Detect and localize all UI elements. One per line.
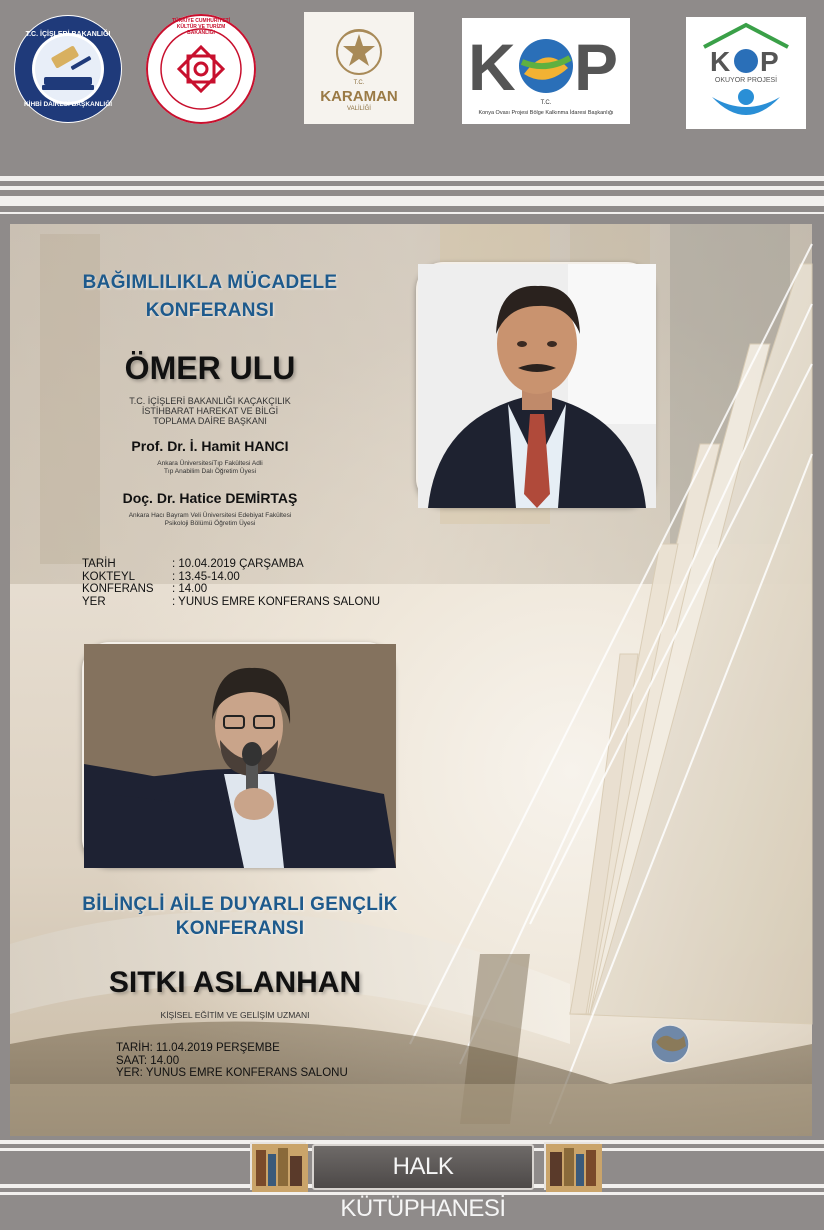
event1-details: [82, 558, 380, 608]
detail-key: YER: [116, 1067, 140, 1079]
detail-key: TARİH: [82, 558, 116, 570]
event2-details: [116, 1042, 348, 1080]
icisleri-top-text: T.C. İÇİŞLERİ BAKANLIĞI: [25, 31, 111, 38]
svg-text:P: P: [574, 30, 619, 104]
detail-key: KOKTEYL: [82, 570, 136, 583]
event1-speaker3-title-2: Psikoloji Bölümü Öğretim Üyesi: [164, 520, 256, 527]
event2-title-line2: KONFERANSI: [175, 918, 305, 939]
halk-kutuphanesi-banner: HALK KÜTÜPHANESİ: [312, 1144, 534, 1190]
detail-key: TARİH: [116, 1042, 150, 1054]
detail-value: : 14.00: [172, 583, 208, 595]
globe-thumbnail: [650, 1024, 690, 1064]
event1-main-speaker: ÖMER ULU: [124, 350, 296, 386]
speaker-photo-1: [416, 262, 654, 506]
header-stripes: [0, 172, 824, 224]
event2-detail-row: [116, 1067, 348, 1080]
event2-detail-row: [116, 1042, 348, 1055]
detail-value: : 11.04.2019 PERŞEMBE: [149, 1042, 280, 1054]
event1-title-line1: BAĞIMLILIKLA MÜCADELE: [82, 272, 338, 293]
footer-thumb-left: [250, 1142, 306, 1190]
detail-value: : 10.04.2019 ÇARŞAMBA: [172, 558, 304, 570]
kultur-ring-text: TÜRKİYE CUMHURİYETİ KÜLTÜR VE TURİZM BAKANLIĞI: [171, 18, 231, 36]
detail-key: SAAT: [116, 1054, 144, 1067]
event1-speaker2-title-2: Tıp Anabilim Dalı Öğretim Üyesi: [163, 468, 257, 475]
kop-okuyor-desc: OKUYOR PROJESİ: [714, 77, 778, 84]
detail-value: : 14.00: [143, 1054, 180, 1067]
kop-tc: T.C.: [540, 100, 552, 106]
karaman-sub: VALİLİĞİ: [347, 106, 371, 112]
karaman-logo: [304, 12, 414, 124]
event1-speaker3: Doç. Dr. Hatice DEMİRTAŞ: [122, 490, 298, 506]
detail-key: YER: [82, 595, 106, 608]
detail-key: KONFERANS: [82, 583, 154, 595]
event1-main-speaker-title-3: TOPLAMA DAİRE BAŞKANI: [153, 416, 267, 426]
kop-okuyor-logo-icon: [686, 17, 806, 129]
kop-logo: [462, 18, 630, 124]
event1-speaker3-title-1: Ankara Hacı Bayram Veli Üniversitesi Edebiyat Fakültesi: [128, 512, 292, 519]
karaman-name: KARAMAN: [320, 88, 398, 105]
event1-speaker2-title-1: Ankara ÜniversitesiTıp Fakültesi Adli: [157, 460, 263, 467]
event1-detail-row: [82, 596, 380, 609]
detail-value: : YUNUS EMRE KONFERANS SALONU: [172, 595, 381, 608]
kop-okuyor-logo: [686, 17, 806, 129]
karaman-tc: T.C.: [353, 80, 365, 86]
kultur-logo: [146, 14, 256, 124]
poster: [10, 224, 812, 1136]
event2-speaker-title: KİŞİSEL EĞİTİM VE GELİŞİM UZMANI: [160, 1010, 310, 1020]
svg-text:P: P: [760, 46, 779, 77]
event1-detail-row: [82, 558, 380, 571]
event1-detail-row: [82, 571, 380, 584]
detail-value: : 13.45-14.00: [172, 570, 240, 583]
event1-speaker2: Prof. Dr. İ. Hamit HANCI: [131, 438, 289, 454]
event2-detail-row: [116, 1055, 348, 1068]
event2-title-line1: BİLİNÇLİ AİLE DUYARLI GENÇLİK: [82, 894, 398, 915]
event1-detail-row: [82, 583, 380, 596]
icisleri-logo: [14, 15, 122, 123]
footer-thumb-right: [544, 1142, 600, 1190]
kop-logo-icon: [462, 18, 630, 124]
speaker-photo-2: [82, 642, 394, 866]
event1-title-line2: KONFERANSI: [145, 300, 275, 321]
event2-speaker: SITKI ASLANHAN: [108, 966, 362, 999]
logo-bar: [0, 0, 824, 172]
icisleri-bottom-text: KİHBİ DAİRESİ BAŞKANLIĞI: [23, 101, 113, 108]
event1-main-speaker-title-1: T.C. İÇİŞLERİ BAKANLIĞI KAÇAKÇILIK: [129, 396, 291, 406]
detail-value: : YUNUS EMRE KONFERANS SALONU: [139, 1067, 348, 1079]
kop-desc: Konya Ovası Projesi Bölge Kalkınma İdaresi Başkanlığı: [478, 110, 614, 116]
svg-text:K: K: [710, 46, 731, 77]
svg-text:K: K: [468, 30, 516, 104]
event1-main-speaker-title-2: İSTİHBARAT HAREKAT VE BİLGİ: [141, 406, 279, 416]
